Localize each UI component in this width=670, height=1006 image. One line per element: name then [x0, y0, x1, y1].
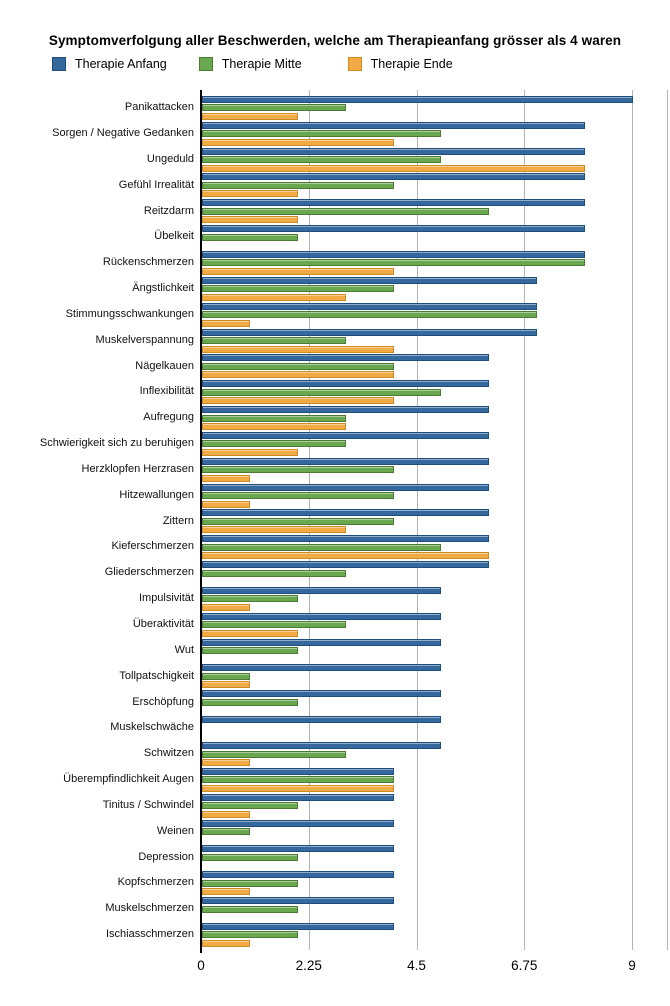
- bar-therapie-ende: [202, 268, 394, 275]
- category-label: Sorgen / Negative Gedanken: [52, 126, 194, 139]
- bar-therapie-ende: [202, 320, 250, 327]
- category-label: Depression: [138, 850, 194, 863]
- bar-therapie-anfang: [202, 613, 441, 620]
- bar-therapie-ende: [202, 811, 250, 818]
- category-label: Ängstlichkeit: [132, 282, 194, 295]
- bar-therapie-anfang: [202, 354, 489, 361]
- bar-therapie-ende: [202, 940, 250, 947]
- category-label: Gefühl Irrealität: [118, 178, 194, 191]
- bar-group: [202, 586, 670, 612]
- bar-therapie-mitte: [202, 673, 250, 680]
- bar-group: [202, 715, 670, 741]
- bar-therapie-mitte: [202, 880, 298, 887]
- bar-therapie-anfang: [202, 897, 394, 904]
- bar-group: [202, 405, 670, 431]
- bar-therapie-mitte: [202, 828, 250, 835]
- bar-therapie-ende: [202, 681, 250, 688]
- category-label: Impulsivität: [138, 592, 194, 605]
- legend-swatch-therapie-anfang: [52, 57, 66, 71]
- category-label: Tollpatschigkeit: [119, 669, 194, 682]
- bar-therapie-mitte: [202, 363, 394, 370]
- legend: [52, 57, 453, 71]
- legend-item-therapie-mitte: [199, 57, 302, 71]
- bar-therapie-ende: [202, 113, 298, 120]
- category-label: Herzklopfen Herzrasen: [81, 462, 194, 475]
- chart-row: [0, 302, 670, 328]
- bar-therapie-ende: [202, 190, 298, 197]
- bar-therapie-ende: [202, 346, 394, 353]
- bar-therapie-mitte: [202, 751, 346, 758]
- bar-group: [202, 483, 670, 509]
- bar-therapie-mitte: [202, 285, 394, 292]
- chart-row: [0, 147, 670, 173]
- x-tick-label: 2.25: [295, 958, 322, 973]
- bar-group: [202, 767, 670, 793]
- bar-therapie-anfang: [202, 432, 489, 439]
- bar-therapie-mitte: [202, 440, 346, 447]
- category-label: Zittern: [162, 514, 194, 527]
- bar-therapie-mitte: [202, 931, 298, 938]
- bar-therapie-anfang: [202, 923, 394, 930]
- bar-therapie-anfang: [202, 768, 394, 775]
- bar-group: [202, 276, 670, 302]
- bar-group: [202, 431, 670, 457]
- chart-area: [0, 90, 670, 990]
- category-label: Ischiasschmerzen: [105, 928, 194, 941]
- category-label: Kopfschmerzen: [117, 876, 194, 889]
- bar-therapie-mitte: [202, 802, 298, 809]
- chart-row: [0, 483, 670, 509]
- bar-therapie-ende: [202, 785, 394, 792]
- bar-therapie-ende: [202, 139, 394, 146]
- bar-group: [202, 664, 670, 690]
- bar-group: [202, 198, 670, 224]
- bar-therapie-ende: [202, 294, 346, 301]
- chart-row: [0, 534, 670, 560]
- legend-item-therapie-ende: [348, 57, 453, 71]
- bar-therapie-anfang: [202, 509, 489, 516]
- category-label: Hitzewallungen: [119, 488, 194, 501]
- category-label: Weinen: [156, 824, 194, 837]
- bar-therapie-mitte: [202, 389, 441, 396]
- x-tick-label: 6.75: [511, 958, 538, 973]
- bar-group: [202, 922, 670, 948]
- bar-therapie-ende: [202, 449, 298, 456]
- bar-therapie-anfang: [202, 277, 537, 284]
- bar-group: [202, 147, 670, 173]
- bar-group: [202, 741, 670, 767]
- chart-row: [0, 689, 670, 715]
- category-label: Panikattacken: [124, 101, 194, 114]
- bar-therapie-ende: [202, 604, 250, 611]
- bar-therapie-ende: [202, 552, 489, 559]
- bar-therapie-anfang: [202, 148, 585, 155]
- bar-therapie-ende: [202, 371, 394, 378]
- bar-group: [202, 302, 670, 328]
- chart-row: [0, 198, 670, 224]
- chart-row: [0, 664, 670, 690]
- bar-therapie-anfang: [202, 458, 489, 465]
- bar-group: [202, 173, 670, 199]
- chart-row: [0, 509, 670, 535]
- bar-therapie-anfang: [202, 871, 394, 878]
- bar-therapie-ende: [202, 475, 250, 482]
- chart-row: [0, 844, 670, 870]
- bar-therapie-anfang: [202, 587, 441, 594]
- chart-row: [0, 276, 670, 302]
- category-label: Inflexibilität: [139, 385, 194, 398]
- bar-therapie-mitte: [202, 699, 298, 706]
- bar-therapie-anfang: [202, 251, 585, 258]
- bar-group: [202, 379, 670, 405]
- bar-therapie-mitte: [202, 208, 489, 215]
- bar-therapie-anfang: [202, 639, 441, 646]
- category-label: Nägelkauen: [135, 359, 194, 372]
- bar-therapie-mitte: [202, 544, 441, 551]
- legend-swatch-therapie-ende: [348, 57, 362, 71]
- bar-therapie-anfang: [202, 406, 489, 413]
- bar-therapie-ende: [202, 759, 250, 766]
- chart-row: [0, 173, 670, 199]
- bar-group: [202, 250, 670, 276]
- category-label: Wut: [174, 643, 194, 656]
- bar-therapie-mitte: [202, 621, 346, 628]
- legend-label: Therapie Ende: [370, 57, 453, 71]
- bar-therapie-anfang: [202, 716, 441, 723]
- category-label: Überaktivität: [132, 618, 194, 631]
- bar-therapie-mitte: [202, 311, 537, 318]
- bar-therapie-anfang: [202, 664, 441, 671]
- category-label: Gliederschmerzen: [104, 566, 194, 579]
- bar-therapie-anfang: [202, 96, 633, 103]
- bar-therapie-mitte: [202, 130, 441, 137]
- chart-row: [0, 638, 670, 664]
- bar-therapie-mitte: [202, 415, 346, 422]
- chart-row: [0, 121, 670, 147]
- chart-row: [0, 819, 670, 845]
- bar-therapie-mitte: [202, 156, 441, 163]
- category-label: Reitzdarm: [143, 204, 194, 217]
- category-label: Übelkeit: [154, 230, 194, 243]
- chart-row: [0, 793, 670, 819]
- legend-swatch-therapie-mitte: [199, 57, 213, 71]
- bar-therapie-anfang: [202, 329, 537, 336]
- category-label: Stimmungsschwankungen: [65, 307, 194, 320]
- category-label: Muskelverspannung: [95, 333, 194, 346]
- bar-therapie-anfang: [202, 303, 537, 310]
- bar-group: [202, 534, 670, 560]
- bar-therapie-ende: [202, 423, 346, 430]
- bar-group: [202, 328, 670, 354]
- x-tick-label: 9: [628, 958, 636, 973]
- bar-therapie-anfang: [202, 122, 585, 129]
- category-label: Schwierigkeit sich zu beruhigen: [39, 437, 194, 450]
- bar-therapie-ende: [202, 216, 298, 223]
- bar-group: [202, 457, 670, 483]
- bar-therapie-mitte: [202, 337, 346, 344]
- bar-therapie-anfang: [202, 845, 394, 852]
- bar-therapie-anfang: [202, 535, 489, 542]
- category-label: Muskelschmerzen: [105, 902, 194, 915]
- category-label: Schwitzen: [143, 747, 194, 760]
- chart-row: [0, 431, 670, 457]
- chart-row: [0, 250, 670, 276]
- chart-row: [0, 405, 670, 431]
- bar-group: [202, 793, 670, 819]
- category-label: Überempfindlichkeit Augen: [63, 773, 194, 786]
- legend-item-therapie-anfang: [52, 57, 167, 71]
- chart-row: [0, 457, 670, 483]
- chart-row: [0, 586, 670, 612]
- bar-therapie-anfang: [202, 820, 394, 827]
- category-label: Erschöpfung: [132, 695, 194, 708]
- bar-group: [202, 121, 670, 147]
- bar-therapie-anfang: [202, 794, 394, 801]
- bar-therapie-anfang: [202, 380, 489, 387]
- chart-title: Symptomverfolgung aller Beschwerden, welche am Therapieanfang grösser als 4 waren: [48, 33, 622, 48]
- bar-group: [202, 509, 670, 535]
- chart-row: [0, 379, 670, 405]
- category-label: Aufregung: [143, 411, 194, 424]
- bar-group: [202, 870, 670, 896]
- bar-group: [202, 819, 670, 845]
- bar-therapie-ende: [202, 165, 585, 172]
- bar-group: [202, 560, 670, 586]
- bar-therapie-mitte: [202, 466, 394, 473]
- bar-therapie-anfang: [202, 742, 441, 749]
- category-label: Ungeduld: [146, 152, 194, 165]
- chart-row: [0, 95, 670, 121]
- chart-row: [0, 870, 670, 896]
- bar-therapie-ende: [202, 526, 346, 533]
- chart-row: [0, 715, 670, 741]
- category-label: Kieferschmerzen: [111, 540, 194, 553]
- bar-therapie-mitte: [202, 492, 394, 499]
- bar-therapie-mitte: [202, 182, 394, 189]
- bar-group: [202, 95, 670, 121]
- chart-row: [0, 741, 670, 767]
- legend-label: Therapie Anfang: [75, 57, 167, 71]
- bar-therapie-mitte: [202, 647, 298, 654]
- chart-row: [0, 224, 670, 250]
- bar-therapie-anfang: [202, 561, 489, 568]
- bar-therapie-mitte: [202, 906, 298, 913]
- chart-row: [0, 328, 670, 354]
- legend-label: Therapie Mitte: [221, 57, 302, 71]
- bar-group: [202, 689, 670, 715]
- bar-therapie-mitte: [202, 259, 585, 266]
- chart-row: [0, 353, 670, 379]
- bar-therapie-anfang: [202, 173, 585, 180]
- chart-row: [0, 767, 670, 793]
- bar-therapie-mitte: [202, 104, 346, 111]
- bar-therapie-mitte: [202, 570, 346, 577]
- bar-group: [202, 896, 670, 922]
- bar-therapie-mitte: [202, 234, 298, 241]
- bar-group: [202, 612, 670, 638]
- bar-therapie-anfang: [202, 225, 585, 232]
- bar-therapie-mitte: [202, 854, 298, 861]
- category-label: Muskelschwäche: [110, 721, 194, 734]
- category-label: Rückenschmerzen: [102, 256, 194, 269]
- chart-row: [0, 922, 670, 948]
- bar-therapie-ende: [202, 630, 298, 637]
- category-label: Tinitus / Schwindel: [102, 798, 194, 811]
- bar-group: [202, 353, 670, 379]
- chart-row: [0, 612, 670, 638]
- x-tick-label: 4.5: [407, 958, 426, 973]
- bar-therapie-ende: [202, 888, 250, 895]
- x-tick-label: 0: [197, 958, 205, 973]
- bar-therapie-mitte: [202, 518, 394, 525]
- bar-therapie-mitte: [202, 776, 394, 783]
- bar-therapie-ende: [202, 501, 250, 508]
- bar-therapie-ende: [202, 397, 394, 404]
- bar-therapie-anfang: [202, 199, 585, 206]
- bar-therapie-anfang: [202, 690, 441, 697]
- bar-group: [202, 224, 670, 250]
- bar-therapie-anfang: [202, 484, 489, 491]
- chart-row: [0, 560, 670, 586]
- bar-therapie-mitte: [202, 595, 298, 602]
- bar-group: [202, 638, 670, 664]
- chart-row: [0, 896, 670, 922]
- bar-group: [202, 844, 670, 870]
- chart-rows: [0, 95, 670, 948]
